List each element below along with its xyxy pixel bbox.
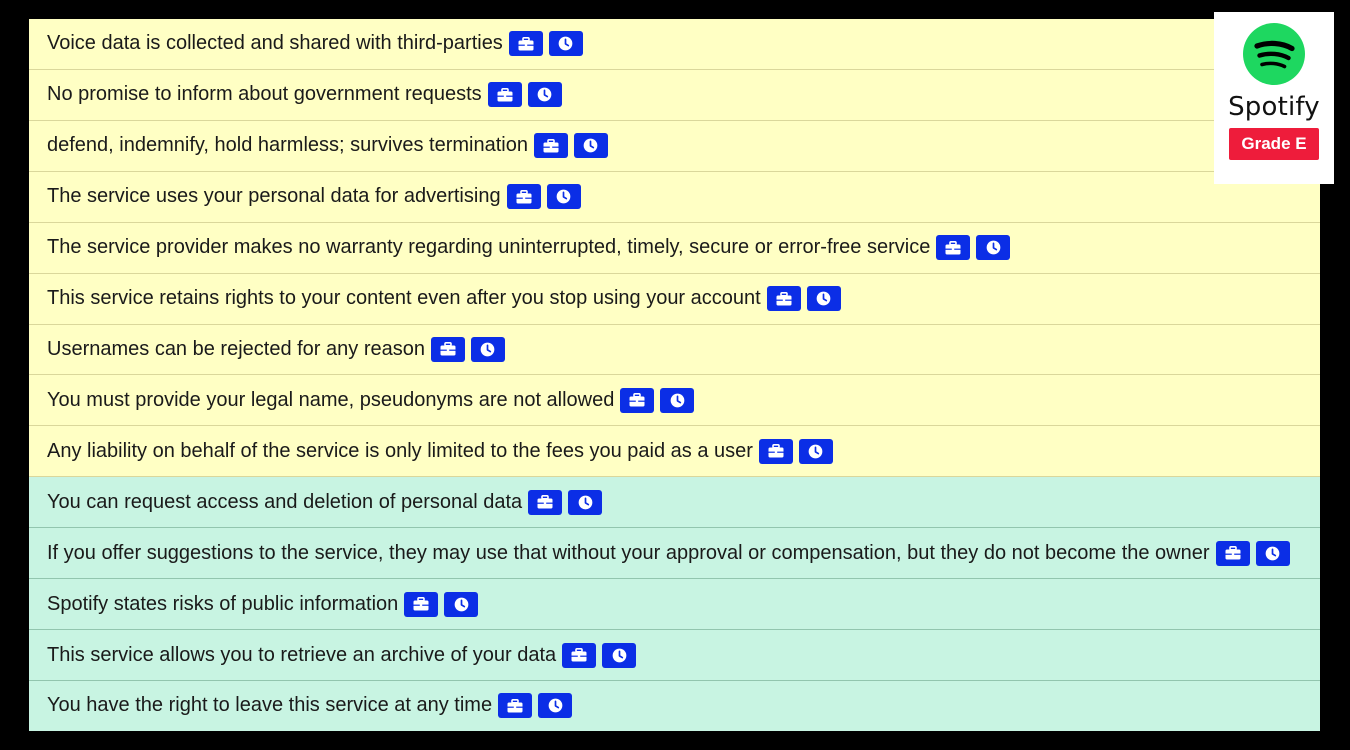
point-text: If you offer suggestions to the service, they may use that without your approval or compensation, but they do not become the owner xyxy=(47,541,1210,564)
clock-icon xyxy=(454,597,469,612)
clock-button[interactable] xyxy=(549,31,583,56)
service-name: Spotify xyxy=(1228,92,1320,122)
point-row-8 xyxy=(29,375,1320,426)
point-text: Usernames can be rejected for any reason xyxy=(47,337,425,360)
clock-icon xyxy=(556,189,571,204)
point-text: Any liability on behalf of the service is only limited to the fees you paid as a user xyxy=(47,439,753,462)
briefcase-button[interactable] xyxy=(509,31,543,56)
clock-icon xyxy=(537,87,552,102)
point-row-3 xyxy=(29,121,1320,172)
point-text: This service retains rights to your content even after you stop using your account xyxy=(47,287,761,310)
briefcase-button[interactable] xyxy=(431,337,465,362)
briefcase-icon xyxy=(543,139,559,153)
point-text: The service uses your personal data for advertising xyxy=(47,185,501,208)
point-row-2 xyxy=(29,70,1320,121)
clock-button[interactable] xyxy=(538,693,572,718)
briefcase-icon xyxy=(945,241,961,255)
point-row-10 xyxy=(29,477,1320,528)
briefcase-icon xyxy=(440,342,456,356)
point-text: Spotify states risks of public information xyxy=(47,592,399,615)
point-row-11 xyxy=(29,528,1320,579)
point-row-5 xyxy=(29,223,1320,274)
clock-button[interactable] xyxy=(574,133,608,158)
point-row-14 xyxy=(29,681,1320,731)
service-card[interactable] xyxy=(1214,12,1334,184)
briefcase-button[interactable] xyxy=(488,82,522,107)
clock-button[interactable] xyxy=(799,439,833,464)
point-row-7 xyxy=(29,325,1320,376)
clock-icon xyxy=(480,342,495,357)
clock-button[interactable] xyxy=(1256,541,1290,566)
briefcase-icon xyxy=(1225,546,1241,560)
clock-button[interactable] xyxy=(807,286,841,311)
briefcase-icon xyxy=(629,393,645,407)
point-row-13 xyxy=(29,630,1320,681)
briefcase-icon xyxy=(497,88,513,102)
clock-icon xyxy=(578,495,593,510)
clock-icon xyxy=(986,240,1001,255)
clock-button[interactable] xyxy=(528,82,562,107)
clock-icon xyxy=(1265,546,1280,561)
clock-button[interactable] xyxy=(602,643,636,668)
clock-button[interactable] xyxy=(976,235,1010,260)
briefcase-icon xyxy=(537,495,553,509)
briefcase-button[interactable] xyxy=(404,592,438,617)
briefcase-button[interactable] xyxy=(528,490,562,515)
briefcase-icon xyxy=(776,292,792,306)
spotify-logo-icon xyxy=(1242,22,1306,86)
point-text: You can request access and deletion of personal data xyxy=(47,490,523,513)
point-text: You have the right to leave this service at any time xyxy=(47,694,493,717)
briefcase-icon xyxy=(518,37,534,51)
clock-button[interactable] xyxy=(660,388,694,413)
briefcase-button[interactable] xyxy=(534,133,568,158)
point-row-12 xyxy=(29,579,1320,630)
point-row-9 xyxy=(29,426,1320,477)
clock-icon xyxy=(612,648,627,663)
briefcase-button[interactable] xyxy=(1216,541,1250,566)
point-text: No promise to inform about government requests xyxy=(47,83,482,106)
point-text: Voice data is collected and shared with third-parties xyxy=(47,32,503,55)
briefcase-button[interactable] xyxy=(767,286,801,311)
point-text: This service allows you to retrieve an archive of your data xyxy=(47,643,557,666)
point-text: The service provider makes no warranty regarding uninterrupted, timely, secure or error-free service xyxy=(47,236,931,259)
points-list xyxy=(29,19,1320,731)
briefcase-button[interactable] xyxy=(507,184,541,209)
point-text: defend, indemnify, hold harmless; survives termination xyxy=(47,134,528,157)
clock-icon xyxy=(808,444,823,459)
point-row-1 xyxy=(29,19,1320,70)
clock-button[interactable] xyxy=(547,184,581,209)
briefcase-button[interactable] xyxy=(759,439,793,464)
clock-icon xyxy=(583,138,598,153)
clock-button[interactable] xyxy=(444,592,478,617)
point-row-6 xyxy=(29,274,1320,325)
briefcase-button[interactable] xyxy=(498,693,532,718)
clock-icon xyxy=(670,393,685,408)
briefcase-icon xyxy=(768,444,784,458)
clock-icon xyxy=(548,698,563,713)
point-row-4 xyxy=(29,172,1320,223)
briefcase-icon xyxy=(571,648,587,662)
briefcase-button[interactable] xyxy=(620,388,654,413)
briefcase-icon xyxy=(507,699,523,713)
briefcase-icon xyxy=(516,190,532,204)
grade-badge: Grade E xyxy=(1229,128,1319,160)
briefcase-button[interactable] xyxy=(562,643,596,668)
clock-button[interactable] xyxy=(568,490,602,515)
clock-button[interactable] xyxy=(471,337,505,362)
clock-icon xyxy=(816,291,831,306)
clock-icon xyxy=(558,36,573,51)
point-text: You must provide your legal name, pseudonyms are not allowed xyxy=(47,388,615,411)
briefcase-icon xyxy=(413,597,429,611)
briefcase-button[interactable] xyxy=(936,235,970,260)
